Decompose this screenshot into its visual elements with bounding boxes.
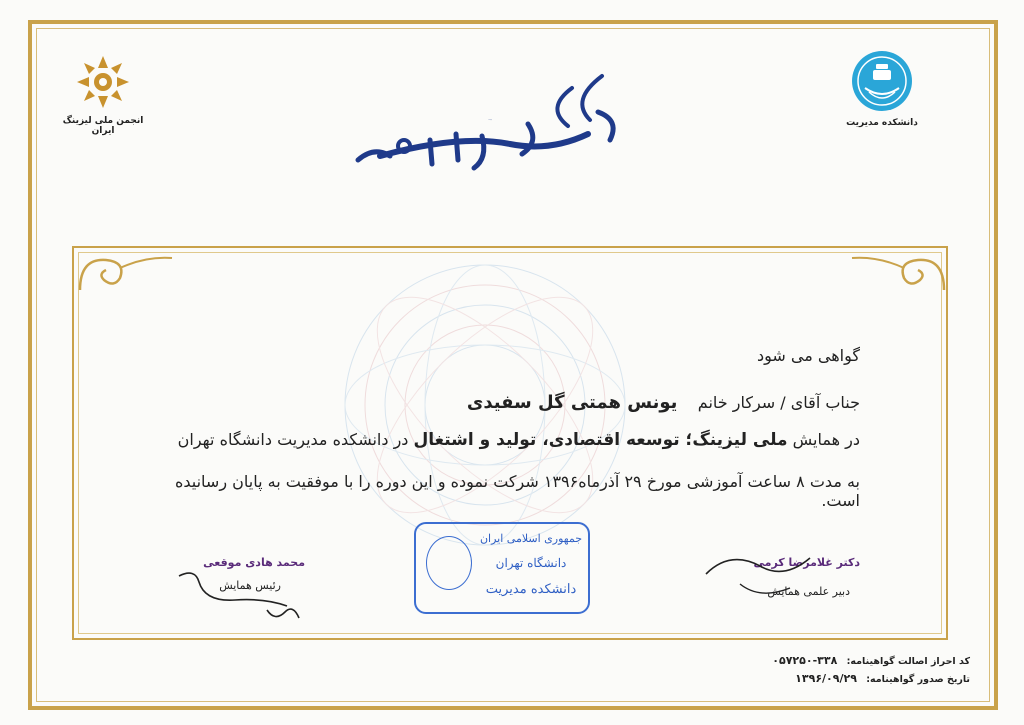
authentication-code xyxy=(770,654,970,667)
university-logo xyxy=(832,50,932,128)
left-logo-caption: انجمن ملی لیزینگ ایران xyxy=(62,116,144,136)
right-handwritten-signature xyxy=(700,544,820,604)
left-signer-role: رئیس همایش xyxy=(219,579,281,592)
event-name: ملی لیزینگ؛ توسعه اقتصادی، تولید و اشتغال xyxy=(413,430,788,450)
sun-emblem-icon xyxy=(75,54,131,110)
event-suffix: در دانشکده مدیریت دانشگاه تهران xyxy=(177,430,409,449)
left-handwritten-signature xyxy=(175,566,305,626)
stamp-line-2: دانشگاه تهران xyxy=(495,556,567,570)
code-label: کد احراز اصالت گواهینامه: xyxy=(846,656,970,667)
stamp-line-3: دانشکده مدیریت xyxy=(485,582,577,597)
event-line xyxy=(150,430,860,450)
duration-line: به مدت ۸ ساعت آموزشی مورخ ۲۹ آذرماه۱۳۹۶ شرکت نموده و این دوره را با موفقیت به پایان رسانیده است. xyxy=(174,472,860,510)
right-signer-name: دکتر غلامرضا کرمی xyxy=(753,556,860,569)
certificate-title xyxy=(340,60,640,180)
left-signer-name: محمد هادی موقعی xyxy=(203,556,305,569)
event-prefix: در همایش xyxy=(792,430,860,449)
stamp-seal-icon xyxy=(426,536,472,590)
date-value: ۱۳۹۶/۰۹/۲۹ xyxy=(795,672,857,685)
certification-statement: گواهی می شود xyxy=(757,346,860,365)
university-seal-icon xyxy=(851,50,913,112)
recipient-line xyxy=(150,392,860,413)
leasing-association-logo xyxy=(62,54,144,136)
flourish-top-left-icon xyxy=(76,250,176,296)
title-text: گواهینامه xyxy=(488,120,492,121)
official-stamp xyxy=(414,522,590,614)
code-value: ۳۳۸-۰۵۷۲۵۰ xyxy=(772,654,838,667)
issue-date xyxy=(770,672,970,685)
date-label: تاریخ صدور گواهینامه: xyxy=(866,674,970,685)
recipient-name: یونس همتی گل سفیدی xyxy=(466,392,678,413)
flourish-top-right-icon xyxy=(848,250,948,296)
right-signer-role: دبیر علمی همایش xyxy=(767,585,850,598)
recipient-prefix: جناب آقای / سرکار خانم xyxy=(697,393,860,412)
stamp-line-1: جمهوری اسلامی ایران xyxy=(479,532,583,545)
right-logo-caption: دانشکده مدیریت xyxy=(846,118,918,128)
